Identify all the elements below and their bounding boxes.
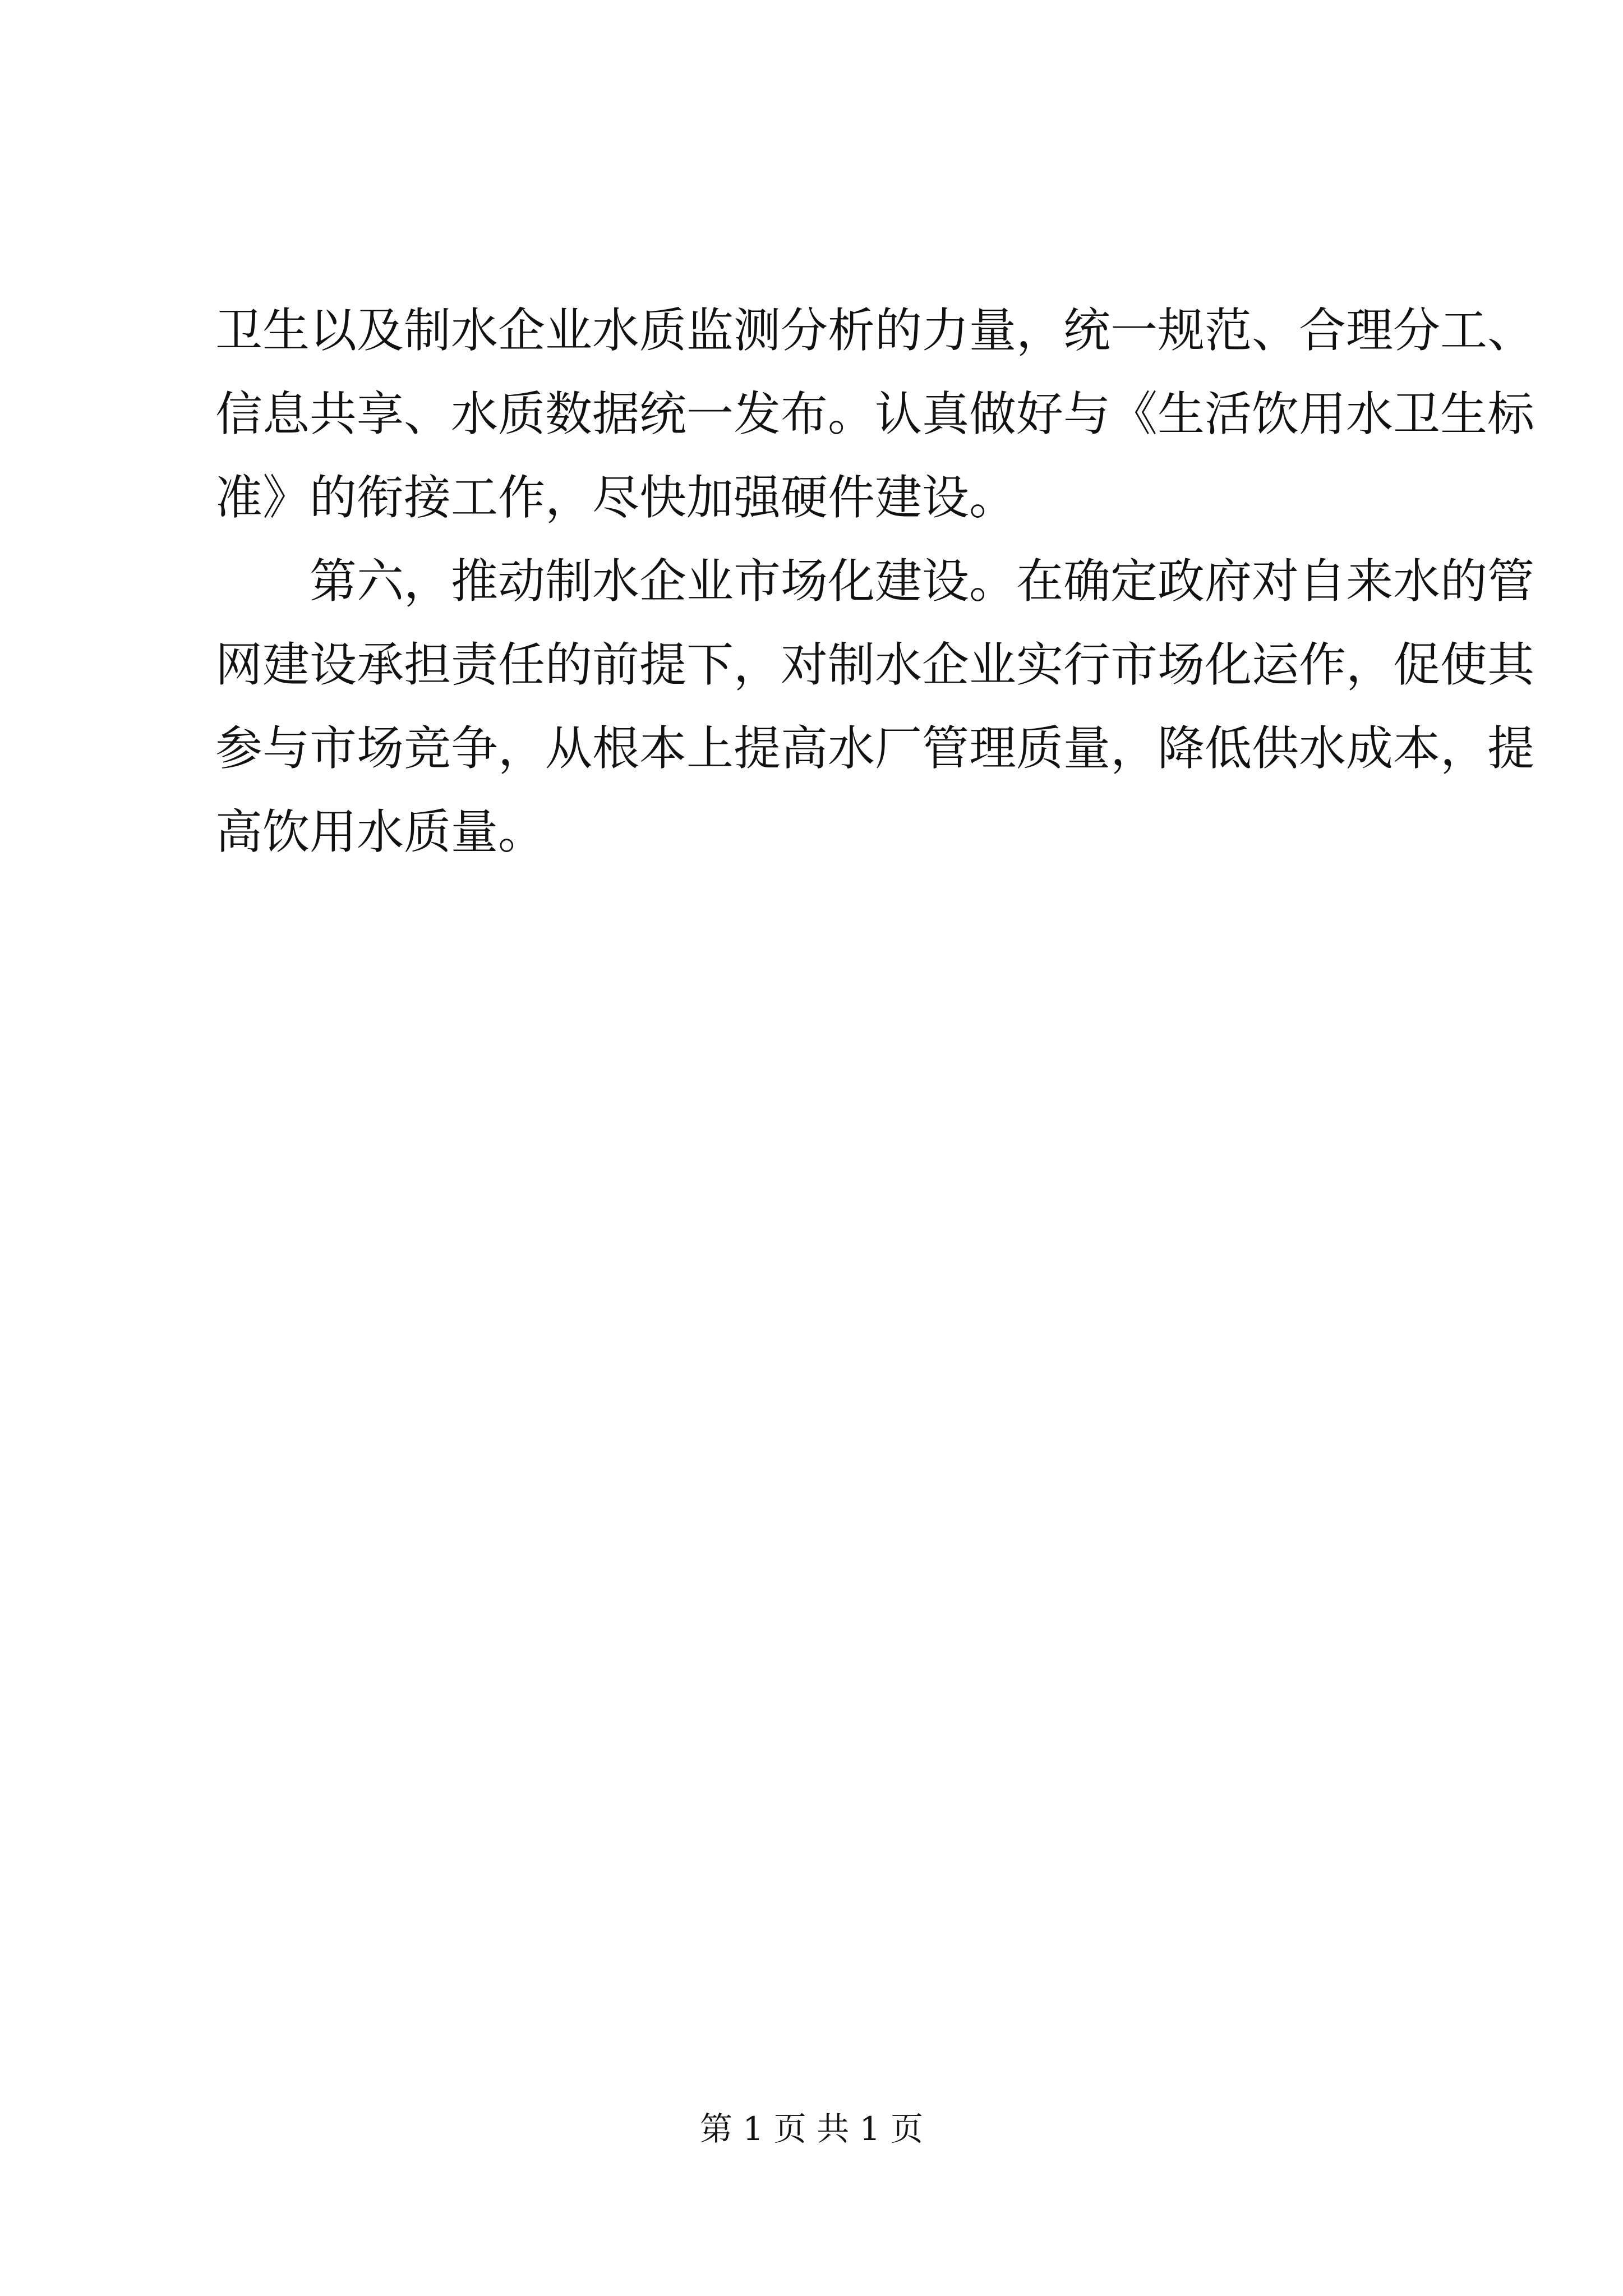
paragraph-2-line-2: 网建设承担责任的前提下，对制水企业实行市场化运作，促使其 [215,637,1535,692]
page-number-label: 第 1 页 共 1 页 [700,2110,923,2148]
paragraph-2-line-1: 第六，推动制水企业市场化建设。在确定政府对自来水的管 [310,554,1535,609]
paragraph-2-line-4: 高饮用水质量。 [215,804,546,859]
page-footer [0,2106,1623,2151]
paragraph-1-line-1: 卫生以及制水企业水质监测分析的力量，统一规范、合理分工、 [215,303,1535,358]
document-body [215,289,1535,874]
paragraph-2-line-3: 参与市场竞争，从根本上提高水厂管理质量，降低供水成本，提 [215,721,1535,776]
paragraph-1-line-2: 信息共享、水质数据统一发布。认真做好与《生活饮用水卫生标 [215,386,1535,441]
paragraph-1-line-3: 准》的衔接工作，尽快加强硬件建设。 [215,470,1017,525]
